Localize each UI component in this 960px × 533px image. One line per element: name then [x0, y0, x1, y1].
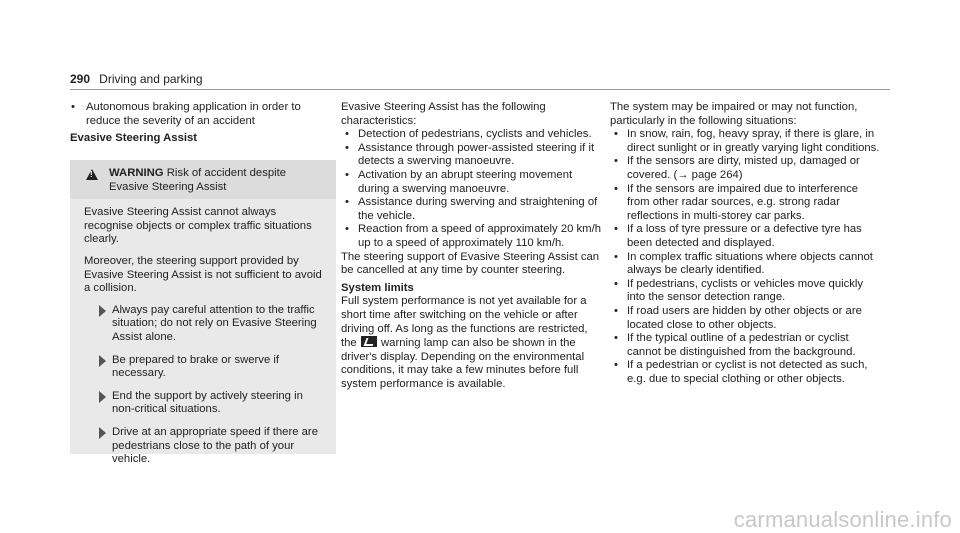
list-item: • If road users are hidden by other objects or are located close to other objects. — [610, 305, 882, 332]
warning-paragraph: Moreover, the steering support provided by Evasive Steering Assist is not sufficient to avoid a collision. — [84, 254, 322, 295]
column-right — [610, 101, 882, 386]
list-item: • If pedestrians, cyclists or vehicles move quickly into the sensor detection range. — [610, 278, 882, 305]
intro-text: Evasive Steering Assist has the following characteristics: — [341, 101, 546, 127]
list-item: • If the typical outline of a pedestrian or cyclist cannot be distinguished from the background. — [610, 332, 882, 359]
list-item: • If the sensors are dirty, misted up, damaged or covered. (→ page 264) — [610, 155, 882, 182]
list-item: • Detection of pedestrians, cyclists and vehicles. — [341, 128, 603, 142]
section-heading: Evasive Steering Assist — [70, 132, 198, 145]
action-item: Drive at an appropriate speed if there are pedestrians close to the path of your vehicle. — [84, 426, 326, 467]
page-header — [70, 73, 203, 89]
warning-box — [70, 160, 336, 466]
warning-label: WARNING — [109, 167, 164, 179]
action-item: Always pay careful attention to the traffic situation; do not rely on Evasive Steering Assist alone. — [84, 304, 326, 345]
list-item: • If the sensors are impaired due to interference from other radar sources, e.g. strong radar reflections in multi-storey car parks. — [610, 183, 882, 224]
steering-warning-lamp-icon — [361, 336, 377, 347]
paragraph: The steering support of Evasive Steering Assist can be cancelled at any time by counter steering. — [341, 250, 600, 277]
arrow-icon — [99, 355, 106, 367]
bullet-list — [610, 128, 882, 386]
list-item: • Reaction from a speed of approximately 20 km/h up to a speed of approximately 110 km/h. — [341, 223, 603, 250]
section-title: Driving and parking — [99, 72, 203, 86]
list-item: • Activation by an abrupt steering movement during a swerving manoeuvre. — [341, 169, 603, 196]
page-number: 290 — [70, 72, 91, 86]
list-item: • Autonomous braking application in order to reduce the severity of an accident — [70, 101, 325, 128]
warning-header — [70, 160, 336, 199]
bullet-list — [341, 128, 603, 250]
list-item: • If a pedestrian or cyclist is not detected as such, e.g. due to special clothing or other objects. — [610, 359, 882, 386]
list-item: • If a loss of tyre pressure or a defective tyre has been detected and displayed. — [610, 223, 882, 250]
header-divider — [70, 89, 890, 90]
bullet-list — [70, 101, 325, 128]
warning-paragraph: Evasive Steering Assist cannot always recognise objects or complex traffic situations clearly. — [84, 206, 312, 246]
warning-title: Risk of accident despite Evasive Steering Assist — [109, 167, 287, 193]
column-left — [70, 101, 325, 146]
arrow-icon — [99, 305, 106, 317]
action-list — [84, 304, 326, 467]
arrow-icon — [99, 391, 106, 403]
watermark: carmanualsonline.info — [733, 507, 952, 532]
warning-body — [70, 199, 336, 467]
list-item: • In complex traffic situations where objects cannot always be clearly identified. — [610, 251, 882, 278]
subheading: System limits — [341, 281, 414, 294]
warning-triangle-icon — [86, 169, 98, 180]
action-item: Be prepared to brake or swerve if necessary. — [84, 354, 326, 381]
list-item: • Assistance during swerving and straightening of the vehicle. — [341, 196, 603, 223]
intro-text: The system may be impaired or may not function, particularly in the following situations: — [610, 101, 858, 127]
paragraph: Full system performance is not yet available for a short time after switching on the vehicle or after driving off. As long as the functions are restricted, the warning lamp can also be shown in the driver's display. Depending on the environmental conditions, it may take a few minutes before full system performance is available. — [341, 295, 588, 390]
list-item: • In snow, rain, fog, heavy spray, if there is glare, in direct sunlight or in greatly varying light conditions. — [610, 128, 882, 155]
action-item: End the support by actively steering in non-critical situations. — [84, 390, 326, 417]
column-middle — [341, 101, 603, 391]
list-item: • Assistance through power-assisted steering if it detects a swerving manoeuvre. — [341, 142, 603, 169]
arrow-icon — [99, 427, 106, 439]
